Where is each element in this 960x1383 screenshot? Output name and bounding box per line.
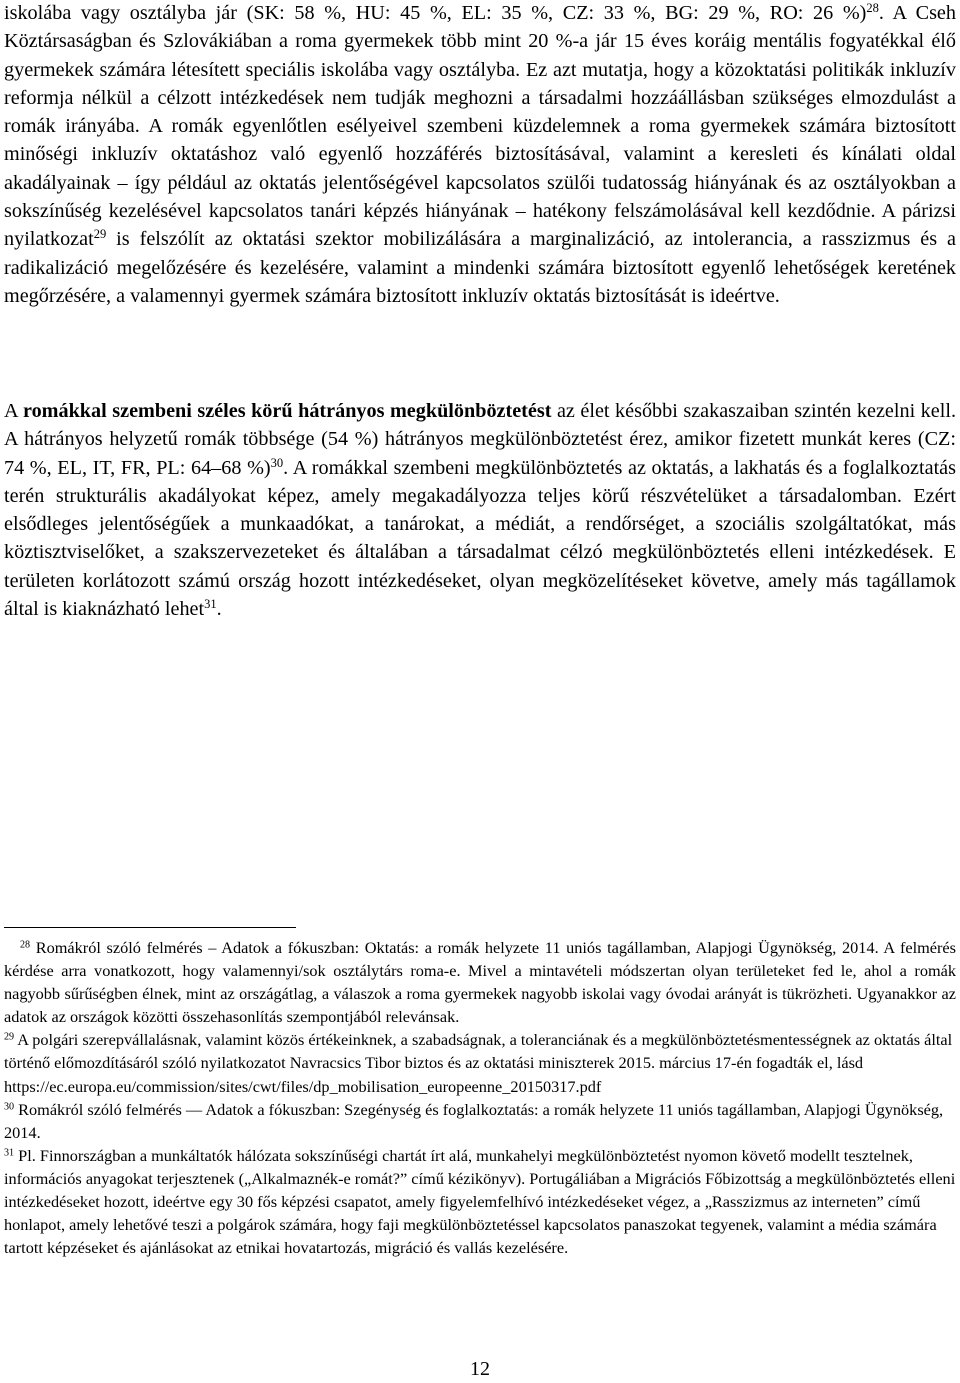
paragraph-text: iskolába vagy osztályba jár (SK: 58 %, HU: 45 %, EL: 35 %, CZ: 33 %, BG: 29 %, RO: 26 %) [4,2,867,24]
paragraph-text: . [216,598,222,621]
footnote-text: Romákról szóló felmérés – Adatok a fókuszban: Oktatás: a romák helyzete 11 uniós tagállamban, Alapjogi Ügynökség, 2014. A felmérés kérdése arra vonatkozott, hogy valamennyi/sok osztálytárs roma-e. Mivel a mintavételi módszertan olyan területeket fed le, ahol a romák nagyobb sűrűségben élnek, mint az országátlag, a válaszok a roma gyermekek nagyobb iskolai vagy óvodai arányát is tükrözheti. Ugyanakkor az adatok az országok közötti összehasonlítás szempontjából relevánsak. [4,938,956,1027]
footnote-ref-31[interactable]: 31 [204,597,217,612]
footnote-30 [4,1098,956,1144]
footnotes-section [4,936,956,1259]
footnote-text: Pl. Finnországban a munkáltatók hálózata sokszínűségi chartát írt alá, munkahelyi megkülönböztetést nyomon követő modellt tesztelnek, információs anyagokat terjesztenek („Alkalmaznék-e romát?” című kézikönyv). Portugáliában a Migrációs Főbizottság a megkülönböztetés elleni intézkedéseket hozott, ideértve egy 30 fős képzési csapatot, amely figyelemfelhívó intézkedéseket végez, a „Rasszizmus az interneten” című honlapot, amely lehetővé teszi a polgárok számára, hogy faji megkülönböztetéssel kapcsolatos panaszokat tegyenek, valamint a média számára tartott képzéseket és ajánlásokat az etnikai hovatartozás, migráció és vallás kezelésére. [4,1145,956,1258]
bold-emphasis: romákkal szembeni széles körű hátrányos megkülönböztetést [22,400,552,422]
paragraph-text: A Cseh Köztársaságban és Szlovákiában a roma gyermekek több mint 20 %-a jár 15 éves koráig mentális fogyatékkal élő gyermekek számára létesített speciális iskolába vagy osztályba. Ez azt mutatja, hogy a közoktatási politikák inkluzív reformja nélkül a célzott intézkedések nem tudják meghozni a társadalmi hozzáállásban szükséges elmozdulást a romák irányába. A romák egyenlőtlen esélyeivel szembeni küzdelemnek a roma gyermekek számára biztosított minőségi inkluzív oktatáshoz való egyenlő hozzáférés biztosításával, valamint a keresleti és kínálati oldal akadályainak – így például az oktatás jelentőségével kapcsolatos szülői tudatosság hiányának és az osztályokban a sokszínűség kezelésével kapcsolatos tanári képzés hiányának – hatékony felszámolásával kell kezdődnie. A párizsi nyilatkozat [4,2,956,251]
footnote-ref-30[interactable]: 30 [270,455,284,470]
footnote-number: 31 [4,1147,15,1159]
footnote-number: 29 [4,1031,15,1043]
page-number: 12 [470,1358,490,1380]
footnote-28 [4,936,956,1028]
footnote-ref-29[interactable]: 29 [93,227,107,242]
footnote-number: 30 [4,1101,15,1113]
paragraph-text: . A romákkal szembeni megkülönböztetés az oktatás, a lakhatás és a foglalkoztatás terén strukturális akadályokat képez, amely megakadályozza teljes körű részvételüket a társadalomban. Ezért elsődleges jelentőségűek a munkaadókat, a tanárokat, a médiát, a rendőrséget, a szociális szolgáltatókat, más köztisztviselőket, a szakszervezeteket és általában a társadalmat célzó megkülönböztetés elleni intézkedések. E területen korlátozott számú ország hozott intézkedéseket, olyan megközelítéseket követve, amely más tagállamok által is kiaknázható lehet [4,456,956,621]
footnote-ref-28[interactable]: 28 [866,1,879,16]
paragraph-discrimination [4,397,956,623]
footnote-text: Romákról szóló felmérés — Adatok a fókuszban: Szegénység és foglalkoztatás: a romák helyzete 11 uniós tagállamban, Alapjogi Ügynökség, 2014. [4,1099,944,1142]
footnote-31 [4,1144,956,1259]
paragraph-text: . [878,2,884,24]
footnote-text: A polgári szerepvállalásnak, valamint közös értékeinknek, a szabadságnak, a toleranciának és a megkülönböztetésmentességnek az oktatás által történő előmozdításáról szóló nyilatkozatot Navracsics Tibor biztos és az oktatási miniszterek 2015. március 17-én fogadták el, lásd https://ec.europa.eu/commission/sites/cwt/files/dp_mobilisation_europeenne_20150317.pdf [4,1030,953,1096]
footnote-separator [4,927,296,928]
paragraph-text: is felszólít az oktatási szektor mobilizálására a marginalizáció, az intolerancia, a rasszizmus és a radikalizáció megelőzésére és kezelésére, valamint a mindenki számára biztosított egyenlő lehetőségek keretének megőrzésére, a valamennyi gyermek számára biztosított inkluzív oktatás biztosítását is ideértve. [4,228,956,307]
paragraph-text: A [4,400,23,422]
footnote-number: 28 [20,939,31,951]
paragraph-roma-education [4,0,956,310]
paragraph-text: az élet későbbi szakaszaiban szintén kezelni kell. A hátrányos helyzetű romák többsége (54 %) hátrányos megkülönböztetést érez, amikor fizetett munkát keres (CZ: 74 %, EL, IT, FR, PL: 64–68 %) [4,400,957,479]
footnote-29 [4,1028,956,1097]
